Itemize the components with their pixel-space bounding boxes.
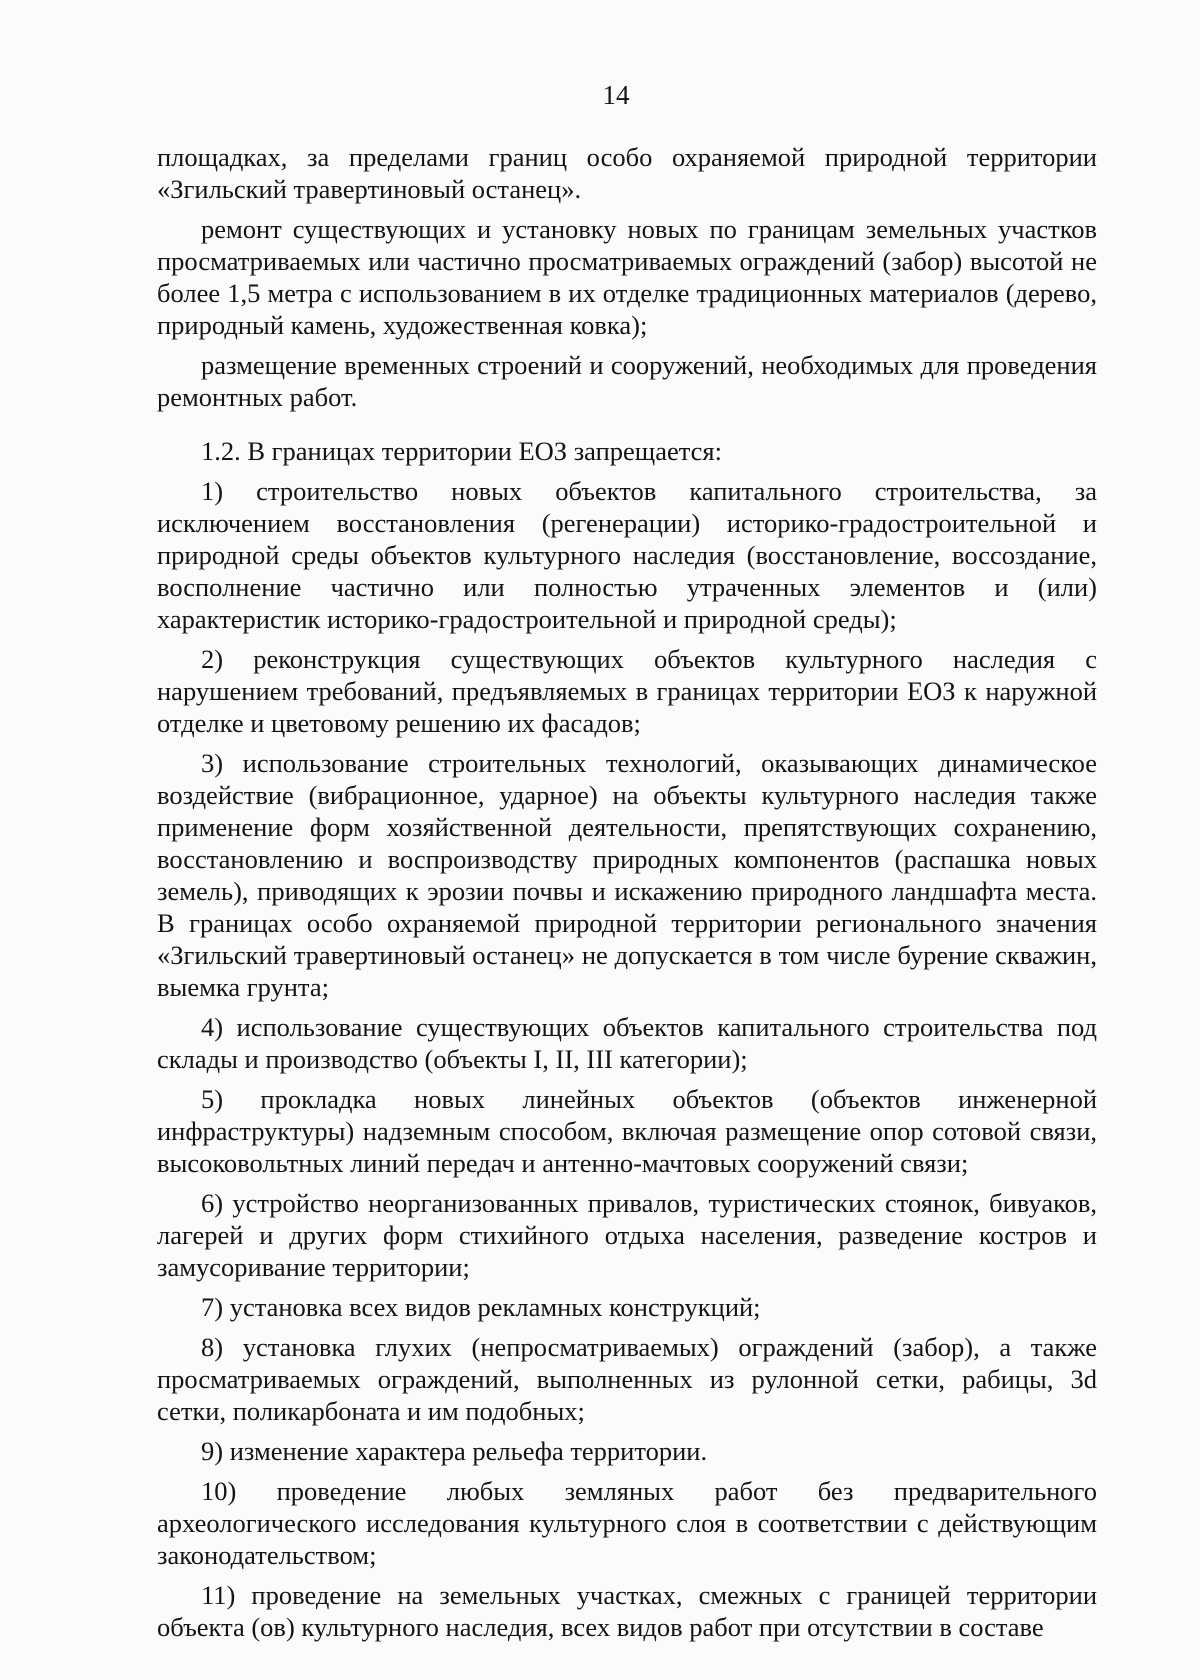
list-item-5: 5) прокладка новых линейных объектов (объектов инженерной инфраструктуры) надземным способом, включая размещение опор сотовой связи, высоковольтных линий передач и антенно-мачтовых сооружений связи; — [157, 1084, 1097, 1178]
document-body — [157, 141, 1097, 1643]
list-item-4: 4) использование существующих объектов капитального строительства под склады и производство (объекты I, II, III категории); — [157, 1012, 1097, 1074]
list-item-2: 2) реконструкция существующих объектов культурного наследия с нарушением требований, предъявляемых в границах территории ЕОЗ к наружной отделке и цветовому решению их фасадов; — [157, 644, 1097, 738]
list-item-7: 7) установка всех видов рекламных конструкций; — [201, 1292, 761, 1322]
list-item-10: 10) проведение любых земляных работ без предварительного археологического исследования культурного слоя в соответствии с действующим законодательством; — [157, 1476, 1097, 1570]
paragraph-temporary-structures: размещение временных строений и сооружений, необходимых для проведения ремонтных работ. — [157, 350, 1097, 412]
page-number: 14 — [602, 80, 630, 110]
section-heading-1-2: 1.2. В границах территории ЕОЗ запрещается: — [201, 436, 722, 466]
list-item-1: 1) строительство новых объектов капитального строительства, за исключением восстановления (регенерации) историко-градостроительной и природной среды объектов культурного наследия (восстановление, воссоздание, восполнение частично или полностью утраченных элементов и (или) характеристик историко-градостроительной и природной среды); — [157, 476, 1097, 634]
list-item-3: 3) использование строительных технологий, оказывающих динамическое воздействие (вибрационное, ударное) на объекты культурного наследия также применение форм хозяйственной деятельности, препятствующих сохранению, восстановлению и воспроизводству природных компонентов (распашка новых земель), приводящих к эрозии почвы и искажению природного ландшафта места. В границах особо охраняемой природной территории регионального значения «Згильский травертиновый останец» не допускается в том числе бурение скважин, выемка грунта; — [157, 748, 1097, 1002]
list-item-9: 9) изменение характера рельефа территории. — [201, 1436, 708, 1466]
list-item-6: 6) устройство неорганизованных привалов, туристических стоянок, бивуаков, лагерей и других форм стихийного отдыха населения, разведение костров и замусоривание территории; — [157, 1188, 1097, 1282]
paragraph-continuation: площадках, за пределами границ особо охраняемой природной территории «Згильский травертиновый останец». — [157, 142, 1097, 204]
list-item-11: 11) проведение на земельных участках, смежных с границей территории объекта (ов) культурного наследия, всех видов работ при отсутствии в составе — [157, 1580, 1097, 1642]
paragraph-fence-repair: ремонт существующих и установку новых по границам земельных участков просматриваемых или частично просматриваемых ограждений (забор) высотой не более 1,5 метра с использованием в их отделке традиционных материалов (дерево, природный камень, художественная ковка); — [157, 214, 1097, 340]
list-item-8: 8) установка глухих (непросматриваемых) ограждений (забор), а также просматриваемых ограждений, выполненных из рулонной сетки, рабицы, 3d сетки, поликарбоната и им подобных; — [157, 1332, 1097, 1426]
